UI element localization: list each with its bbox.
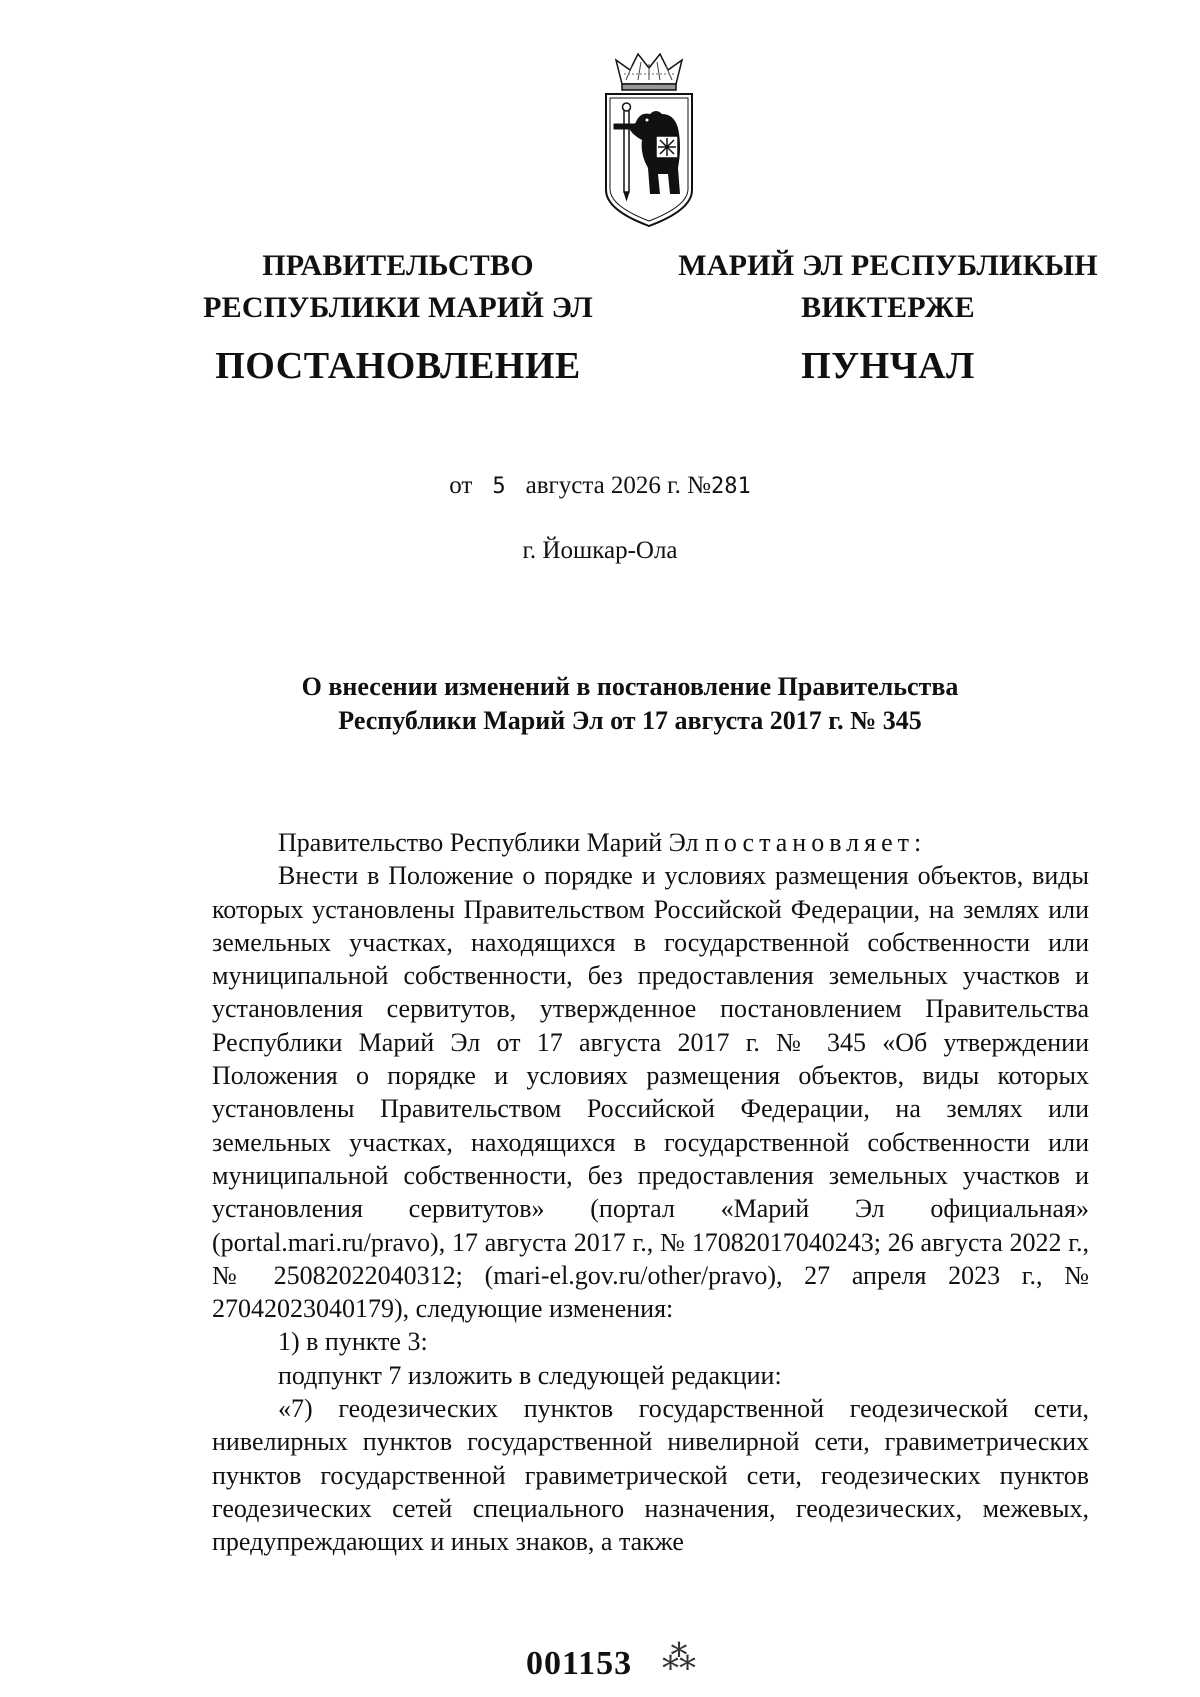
- date-day: 5: [492, 474, 506, 499]
- quoted-paragraph: «7) геодезических пунктов государственной геодезической сети, нивелирных пунктов государственной нивелирной сети, гравиметрических пунктов государственной гравиметрической сети, геодезических пунктов геодезических сетей специального назначения, геодезических, межевых, предупреждающих и иных знаков, а также: [212, 1394, 1089, 1557]
- date-prefix: от: [449, 472, 473, 499]
- org-name-mari-line2: ВИКТЕРЖЕ: [801, 291, 975, 324]
- title-line2: Республики Марий Эл от 17 августа 2017 г. № 345: [338, 706, 922, 735]
- title-line1: О внесении изменений в постановление Правительства: [301, 672, 959, 701]
- crown-icon: [616, 54, 682, 90]
- header-right-block: [668, 245, 1108, 389]
- intro-spaced-word: постановляет:: [704, 828, 927, 857]
- document-body: [212, 826, 1089, 1559]
- org-name-mari-line1: МАРИЙ ЭЛ РЕСПУБЛИКЫН: [678, 249, 1098, 282]
- intro-paragraph: [212, 826, 1089, 859]
- list-item: 1) в пункте 3:: [278, 1327, 428, 1357]
- doc-kind-mari: ПУНЧАЛ: [801, 345, 975, 387]
- decree-number: 281: [710, 474, 751, 499]
- document-title: [220, 670, 1040, 738]
- intro-text: Правительство Республики Марий Эл: [278, 828, 705, 857]
- date-line: [0, 470, 1200, 503]
- body-paragraph: Внести в Положение о порядке и условиях размещения объектов, виды которых установлены Правительством Российской Федерации, на землях или земельных участках, находящихся в государственной собственности или муниципальной собственности, без предоставления земельных участков и установления сервитутов, утвержденное постановлением Правительства Республики Марий Эл от 17 августа 2017 г. № 345 «Об утверждении Положения о порядке и условиях размещения объектов, виды которых установлены Правительством Российской Федерации, на землях или земельных участках, находящихся в государственной собственности или муниципальной собственности, без предоставления земельных участков и установления сервитутов» (портал «Марий Эл официальная» (portal.mari.ru/pravo), 17 августа 2017 г., № 17082017040243; 26 августа 2022 г., № 25082022040312; (mari-el.gov.ru/other/pravo), 27 апреля 2023 г., № 27042023040179), следующие изменения:: [212, 861, 1089, 1324]
- header-left-block: [198, 245, 598, 389]
- org-name-russian-line1: ПРАВИТЕЛЬСТВО: [262, 249, 534, 282]
- org-name-russian-line2: РЕСПУБЛИКИ МАРИЙ ЭЛ: [203, 291, 593, 324]
- date-month-year: августа 2026 г. №: [525, 472, 711, 499]
- coat-of-arms-emblem: [600, 50, 698, 230]
- city-line: г. Йошкар-Ола: [522, 537, 678, 564]
- serial-number: 001153: [526, 1645, 633, 1682]
- list-subitem: подпункт 7 изложить в следующей редакции:: [278, 1360, 782, 1390]
- star-mark-icon: ⁂: [662, 1640, 696, 1677]
- doc-kind-russian: ПОСТАНОВЛЕНИЕ: [215, 345, 581, 387]
